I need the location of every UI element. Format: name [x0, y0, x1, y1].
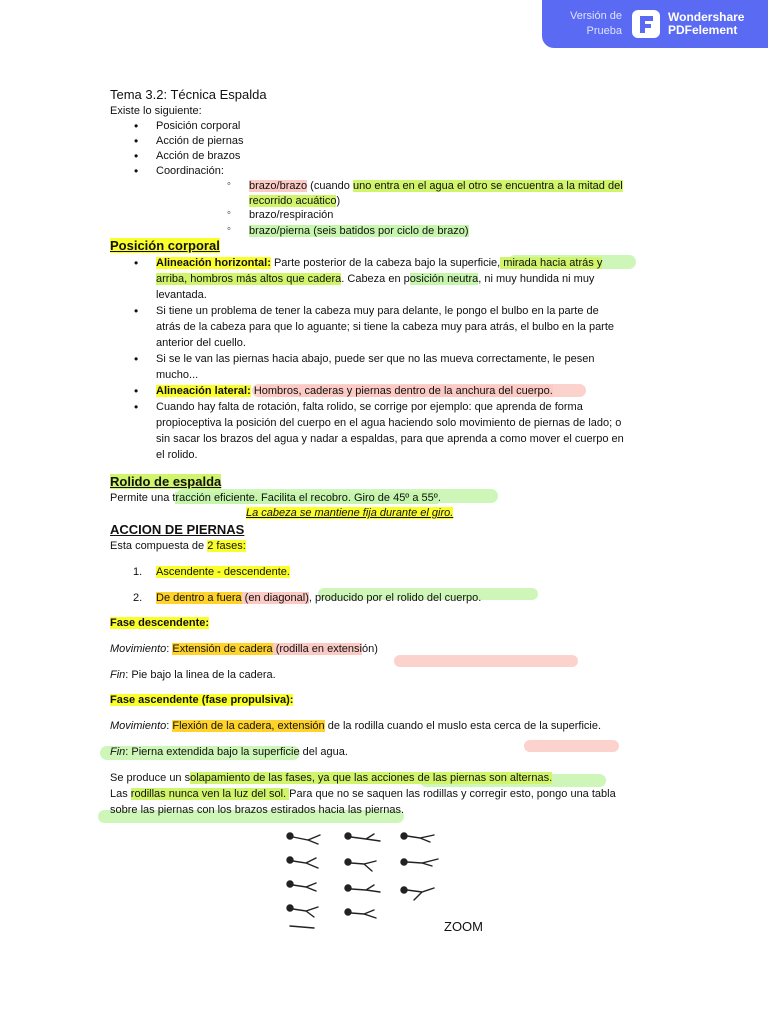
- numbered-item: De dentro a fuera (en diagonal), producido por el rolido del cuerpo.: [156, 592, 482, 604]
- paragraph-line: • Si tiene un problema de tener la cabeza muy para delante, le pongo el bulbo en la parte de: [156, 304, 599, 318]
- paragraph-line: propioceptiva la posición del cuerpo en el agua haciendo solo movimiento de piernas de lado; o: [156, 417, 622, 429]
- centered-note: La cabeza se mantiene fija durante el giro.: [246, 507, 454, 519]
- section-heading-rolido: Rolido de espalda: [110, 474, 222, 489]
- subheading-descendente: Fase descendente:: [110, 617, 210, 629]
- paragraph-line: anterior del cuello.: [156, 337, 246, 349]
- zoom-label: ZOOM: [444, 919, 483, 934]
- highlight-swoosh: [394, 655, 578, 667]
- trial-watermark[interactable]: [542, 0, 768, 48]
- paragraph-alineacion-horizontal: • Alineación horizontal: Parte posterior de la cabeza bajo la superficie, mirada hacia atrás y: [156, 256, 602, 270]
- backstroke-figures-illustration: [282, 828, 442, 932]
- paragraph-line: Las rodillas nunca ven la luz del sol. Para que no se saquen las rodillas y corregir esto, pongo una tabla: [110, 788, 616, 800]
- list-item: • Acción de brazos: [156, 149, 240, 163]
- paragraph-line: atrás de la cabeza para que lo aguante; si tiene la cabeza muy para atrás, el bulbo en la parte: [156, 321, 615, 333]
- paragraph-line: arriba, hombros más altos que cadera. Cabeza en posición neutra, ni muy hundida ni muy: [156, 273, 595, 285]
- paragraph-line: Permite una tracción eficiente. Facilita el recobro. Giro de 45º a 55º.: [110, 492, 441, 504]
- paragraph-line: Fin: Pierna extendida bajo la superficie del agua.: [110, 746, 348, 758]
- subheading-ascendente: Fase ascendente (fase propulsiva):: [110, 694, 294, 706]
- paragraph-line: • Si se le van las piernas hacia abajo, puede ser que no las mueva correctamente, le pesen: [156, 352, 594, 366]
- sub-list-item: ◦ brazo/brazo (cuando uno entra en el agua el otro se encuentra a la mitad del: [249, 179, 623, 193]
- paragraph-line: Movimiento: Flexión de la cadera, extensión de la rodilla cuando el muslo esta cerca de la superficie.: [110, 720, 602, 732]
- highlight-swoosh: [524, 740, 619, 752]
- paragraph-line: el rolido.: [156, 449, 198, 461]
- trial-label: Versión de Prueba: [570, 10, 622, 37]
- paragraph-line: sobre las piernas con los brazos estirados hacia las piernas.: [110, 804, 405, 816]
- pdfelement-logo-icon: [632, 10, 660, 38]
- paragraph-line: Fin: Pie bajo la linea de la cadera.: [110, 669, 276, 681]
- paragraph-alineacion-lateral: • Alineación lateral: Hombros, caderas y piernas dentro de la anchura del cuerpo.: [156, 384, 553, 398]
- sub-list-item: ◦ brazo/respiración: [249, 208, 333, 222]
- list-item: • Posición corporal: [156, 119, 240, 133]
- list-number: 1.: [133, 566, 143, 578]
- paragraph-line: Se produce un solapamiento de las fases, ya que las acciones de las piernas son alternas.: [110, 772, 553, 784]
- paragraph-line: Esta compuesta de 2 fases:: [110, 540, 246, 552]
- intro-text: Existe lo siguiente:: [110, 105, 202, 117]
- section-heading-posicion: Posición corporal: [110, 238, 220, 253]
- paragraph-line: mucho...: [156, 369, 199, 381]
- paragraph-line: levantada.: [156, 289, 207, 301]
- sub-list-item: ◦ brazo/pierna (seis batidos por ciclo de brazo): [249, 224, 469, 238]
- brand-name: Wondershare PDFelement: [668, 10, 745, 37]
- list-number: 2.: [133, 592, 143, 604]
- numbered-item: Ascendente - descendente.: [156, 566, 290, 578]
- list-item: • Acción de piernas: [156, 134, 243, 148]
- section-heading-piernas: ACCION DE PIERNAS: [110, 522, 245, 537]
- paragraph-line: sin sacar los brazos del agua y nadar a espaldas, para que aprenda a como mover el cuerpo en: [156, 433, 624, 445]
- sub-list-item-cont: recorrido acuático): [249, 195, 341, 207]
- list-item: • Coordinación:: [156, 164, 224, 178]
- paragraph-line: Movimiento: Extensión de cadera (rodilla en extensión): [110, 643, 378, 655]
- page-title: Tema 3.2: Técnica Espalda: [110, 87, 267, 102]
- paragraph-line: • Cuando hay falta de rotación, falta rolido, se corrige por ejemplo: que aprenda de forma: [156, 400, 583, 414]
